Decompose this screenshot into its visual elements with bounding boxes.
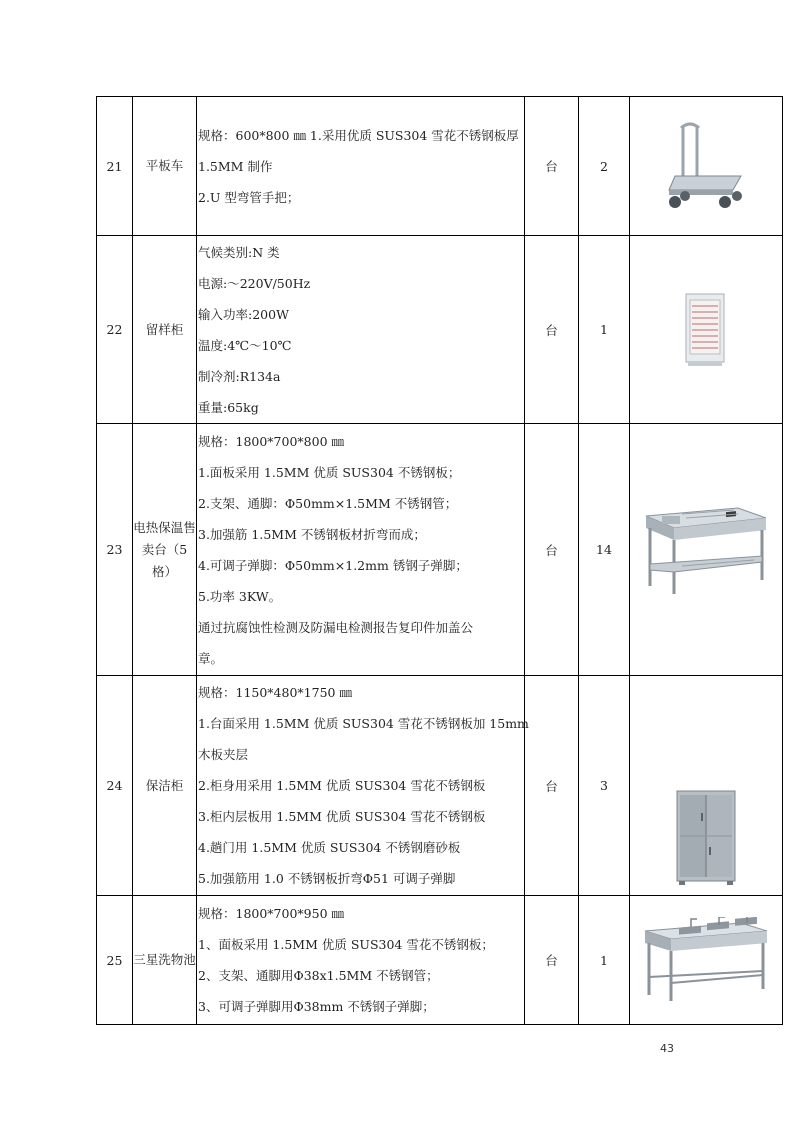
table-row (97, 97, 783, 236)
item-name: 平板车 (133, 97, 197, 236)
spec-line: 通过抗腐蚀性检测及防漏电检测报告复印件加盖公 (198, 619, 474, 635)
spec-line: 规格：600*800 ㎜ 1.采用优质 SUS304 雪花不锈钢板厚 (198, 127, 519, 143)
item-unit: 台 (525, 236, 579, 424)
spec-line: 4.可调子弹脚：Φ50mm×1.2mm 锈钢子弹脚； (198, 557, 468, 573)
spec-line: 2、支架、通脚用Φ38x1.5MM 不锈钢管； (198, 968, 439, 983)
table-row (97, 236, 783, 424)
spec-line: 2.柜身用采用 1.5MM 优质 SUS304 雪花不锈钢板 (198, 778, 486, 793)
item-spec (197, 424, 525, 676)
item-quantity: 1 (579, 896, 630, 1025)
sample-cabinet-image (630, 236, 783, 424)
item-name: 三星洗物池 (133, 896, 197, 1025)
spec-line: 重量:65kg (198, 399, 259, 415)
spec-line: 温度:4℃～10℃ (198, 337, 292, 353)
spec-line: 制冷剂:R134a (198, 368, 281, 384)
spec-line: 电源:～220V/50Hz (198, 275, 311, 291)
item-number: 23 (97, 424, 133, 676)
table-row (97, 896, 783, 1025)
warming-counter-image (630, 424, 783, 676)
spec-line: 规格：1800*700*950 ㎜ (198, 906, 345, 921)
cleaning-cabinet-image (630, 676, 783, 896)
spec-line: 输入功率:200W (198, 306, 289, 322)
spec-line: 2.U 型弯管手把； (198, 189, 300, 205)
item-number: 24 (97, 676, 133, 896)
item-quantity: 3 (579, 676, 630, 896)
spec-line: 章。 (198, 650, 224, 666)
spec-line: 木板夹层 (198, 747, 249, 762)
spec-line: 2.支架、通脚：Φ50mm×1.5MM 不锈钢管； (198, 495, 458, 511)
item-quantity: 1 (579, 236, 630, 424)
item-spec (197, 676, 529, 896)
spec-line: 5.加强筋用 1.0 不锈钢板折弯Φ51 可调子弹脚 (198, 871, 456, 886)
item-unit: 台 (525, 896, 579, 1025)
flat-trolley-image (630, 97, 783, 236)
item-name: 电热保温售卖台（5格） (133, 424, 197, 676)
spec-line: 1.5MM 制作 (198, 158, 273, 174)
table-row (97, 676, 783, 896)
item-spec (197, 896, 525, 1025)
item-spec (197, 97, 525, 236)
spec-line: 规格：1150*480*1750 ㎜ (198, 685, 352, 700)
item-spec (197, 236, 525, 424)
item-number: 25 (97, 896, 133, 1025)
item-unit: 台 (525, 97, 579, 236)
item-number: 22 (97, 236, 133, 424)
spec-line: 3.柜内层板用 1.5MM 优质 SUS304 雪花不锈钢板 (198, 809, 486, 824)
spec-line: 1、面板采用 1.5MM 优质 SUS304 雪花不锈钢板； (198, 937, 494, 952)
item-number: 21 (97, 97, 133, 236)
spec-line: 3、可调子弹脚用Φ38mm 不锈钢子弹脚； (198, 999, 435, 1014)
equipment-spec-table (96, 96, 783, 1025)
item-quantity: 2 (579, 97, 630, 236)
spec-line: 5.功率 3KW。 (198, 588, 282, 604)
item-name: 留样柜 (133, 236, 197, 424)
item-name: 保洁柜 (133, 676, 197, 896)
spec-line: 1.台面采用 1.5MM 优质 SUS304 雪花不锈钢板加 15mm (198, 716, 529, 731)
item-quantity: 14 (579, 424, 630, 676)
table-row (97, 424, 783, 676)
three-sink-image (630, 896, 783, 1025)
item-unit: 台 (525, 424, 579, 676)
spec-line: 3.加强筋 1.5MM 不锈钢板材折弯而成； (198, 526, 426, 542)
page-number: 43 (660, 1042, 674, 1055)
item-unit: 台 (525, 676, 579, 896)
spec-line: 4.趟门用 1.5MM 优质 SUS304 不锈钢磨砂板 (198, 840, 461, 855)
spec-line: 规格：1800*700*800 ㎜ (198, 433, 345, 449)
spec-line: 气候类别:N 类 (198, 244, 280, 260)
spec-line: 1.面板采用 1.5MM 优质 SUS304 不锈钢板； (198, 464, 461, 480)
